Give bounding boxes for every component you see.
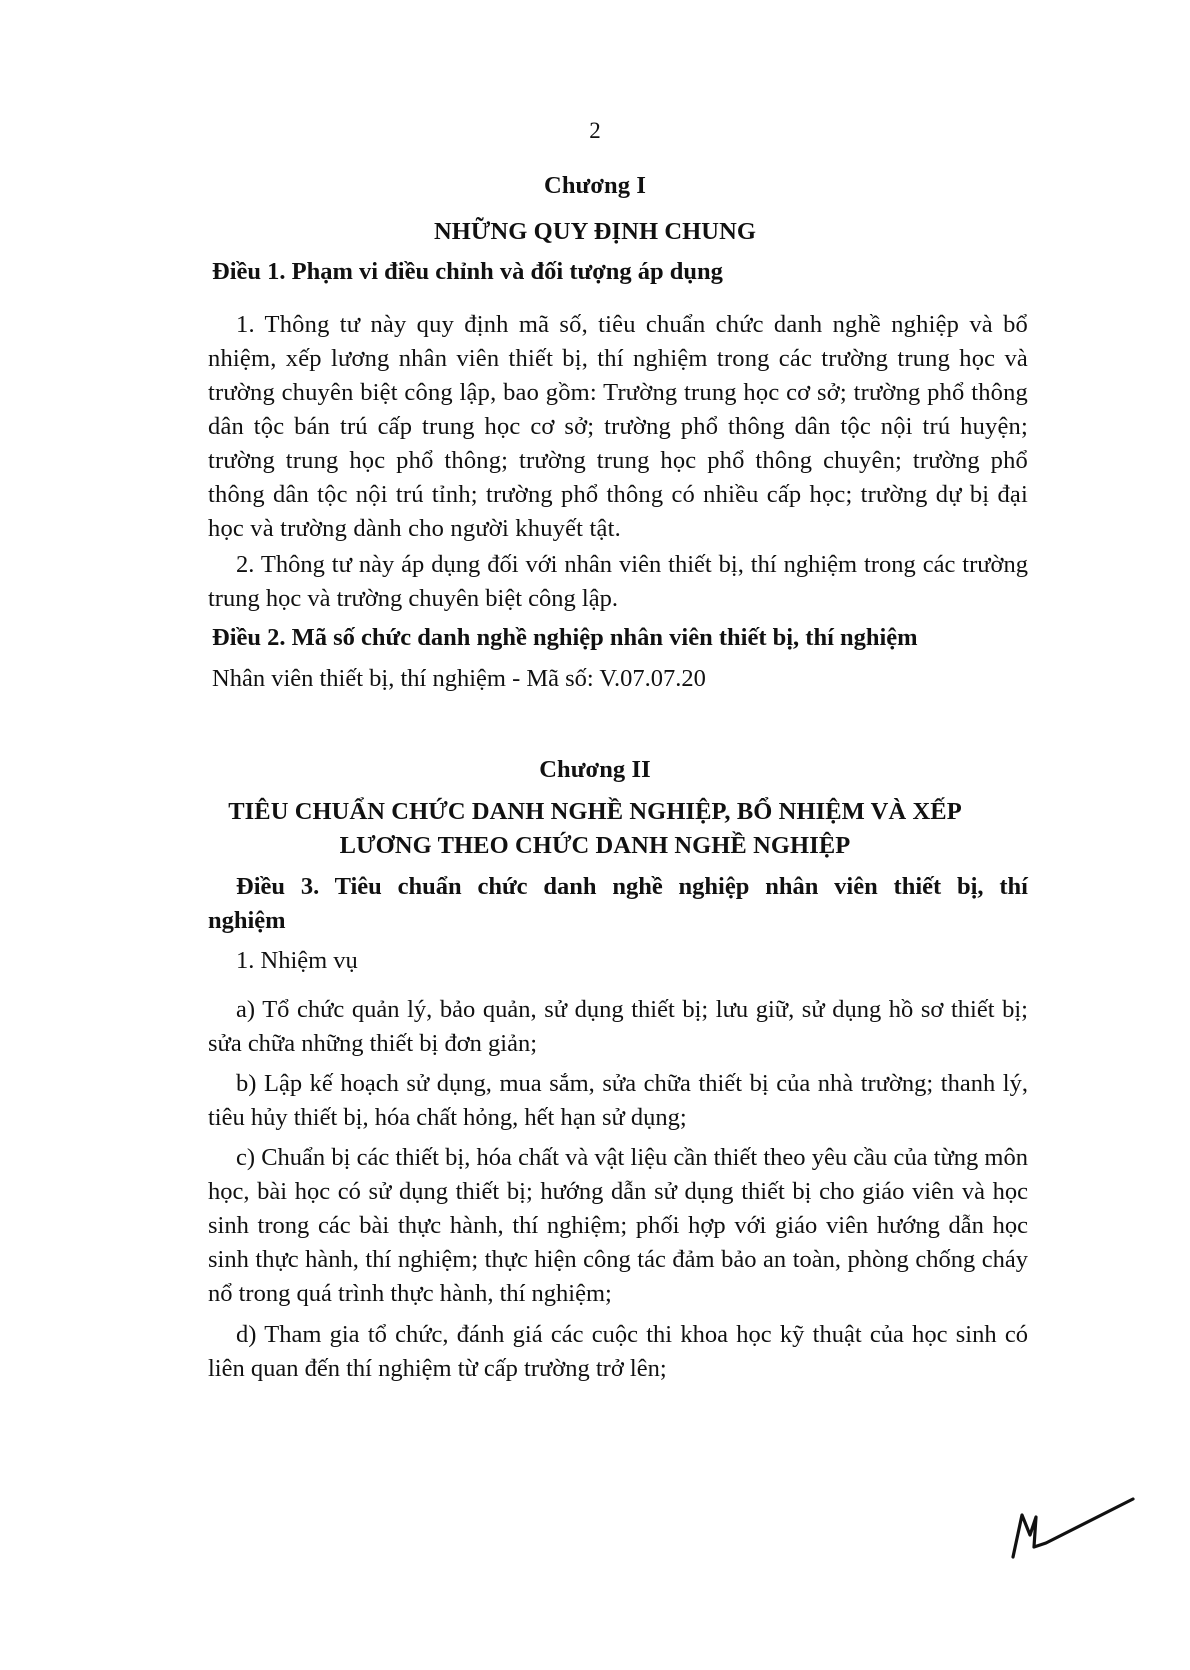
chapter2-title-line1: TIÊU CHUẨN CHỨC DANH NGHỀ NGHIỆP, BỔ NHIỆM VÀ XẾP <box>228 798 962 825</box>
article3-item-a: a) Tổ chức quản lý, bảo quản, sử dụng thiết bị; lưu giữ, sử dụng hồ sơ thiết bị; sửa chữa những thiết bị đơn giản; <box>208 996 1028 1057</box>
chapter2-label: Chương II <box>539 756 651 783</box>
article1-heading: Điều 1. Phạm vi điều chỉnh và đối tượng áp dụng <box>212 258 723 285</box>
chapter1-label: Chương I <box>544 172 646 199</box>
article3-item-d: d) Tham gia tổ chức, đánh giá các cuộc thi khoa học kỹ thuật của học sinh có liên quan đến thí nghiệm từ cấp trường trở lên; <box>208 1321 1028 1382</box>
page-number: 2 <box>589 118 601 143</box>
article3-section1: 1. Nhiệm vụ <box>236 947 358 974</box>
article3-item-b: b) Lập kế hoạch sử dụng, mua sắm, sửa chữa thiết bị của nhà trường; thanh lý, tiêu hủy thiết bị, hóa chất hỏng, hết hạn sử dụng; <box>208 1070 1028 1131</box>
article2-heading: Điều 2. Mã số chức danh nghề nghiệp nhân viên thiết bị, thí nghiệm <box>212 624 918 651</box>
article1-clause2: 2. Thông tư này áp dụng đối với nhân viên thiết bị, thí nghiệm trong các trường trung học và trường chuyên biệt công lập. <box>208 551 1028 612</box>
chapter2-title-line2: LƯƠNG THEO CHỨC DANH NGHỀ NGHIỆP <box>339 832 851 859</box>
article3-item-c: c) Chuẩn bị các thiết bị, hóa chất và vật liệu cần thiết theo yêu cầu của từng môn học, bài học có sử dụng thiết bị; hướng dẫn sử dụng thiết bị cho giáo viên và học sinh trong các bài thực hành, thí nghiệm; phối hợp với giáo viên hướng dẫn học sinh thực hành, thí nghiệm; thực hiện công tác đảm bảo an toàn, phòng chống cháy nổ trong quá trình thực hành, thí nghiệm; <box>208 1144 1028 1307</box>
chapter1-title: NHỮNG QUY ĐỊNH CHUNG <box>433 218 757 245</box>
article3-heading: Điều 3. Tiêu chuẩn chức danh nghề nghiệp nhân viên thiết bị, thí nghiệm <box>208 873 1028 934</box>
article2-body: Nhân viên thiết bị, thí nghiệm - Mã số: V.07.07.20 <box>212 665 706 692</box>
signature-mark <box>1008 1495 1138 1575</box>
article1-clause1: 1. Thông tư này quy định mã số, tiêu chuẩn chức danh nghề nghiệp và bổ nhiệm, xếp lương nhân viên thiết bị, thí nghiệm trong các trường trung học và trường chuyên biệt công lập, bao gồm: Trường trung học cơ sở; trường phổ thông dân tộc bán trú cấp trung học cơ sở; trường phổ thông dân tộc nội trú huyện; trường trung học phổ thông; trường trung học phổ thông chuyên; trường phổ thông dân tộc nội trú tỉnh; trường phổ thông có nhiều cấp học; trường dự bị đại học và trường dành cho người khuyết tật. <box>208 311 1028 542</box>
